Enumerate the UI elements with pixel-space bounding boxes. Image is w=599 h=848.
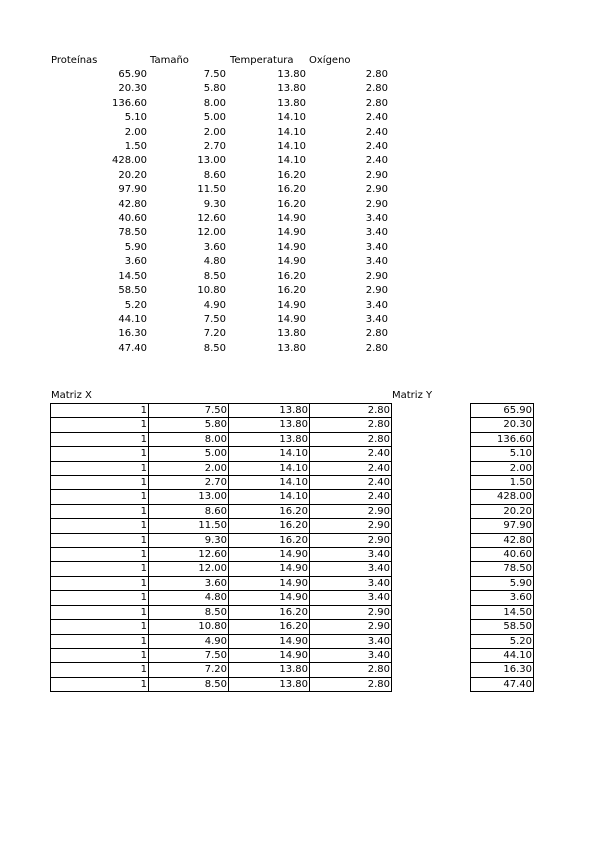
matrix-y-row: [471, 663, 534, 677]
matrix-x-row: [51, 648, 392, 662]
temperatura-cell: 16.20: [229, 605, 310, 619]
tamano-cell: 8.50: [203, 270, 226, 282]
intercept-cell: 1: [51, 562, 149, 576]
temperatura-cell: 14.90: [229, 591, 310, 605]
oxigeno-cell: 2.40: [310, 447, 392, 461]
matrix-x-row: [51, 404, 392, 418]
temperatura-cell: 14.90: [229, 576, 310, 590]
matrix-y-row: [471, 677, 534, 691]
tamano-cell: 8.50: [149, 605, 229, 619]
temperatura-cell: 14.90: [229, 634, 310, 648]
proteinas-cell: 5.10: [124, 112, 147, 124]
oxigeno-cell: 2.40: [365, 126, 388, 138]
tamano-cell: 5.80: [203, 83, 226, 95]
proteinas-cell: 78.50: [118, 227, 147, 239]
tamano-cell: 7.50: [203, 69, 226, 80]
intercept-cell: 1: [51, 591, 149, 605]
table-row: [50, 198, 389, 212]
table-row: [50, 169, 389, 183]
intercept-cell: 1: [51, 504, 149, 518]
header-temperatura: Temperatura: [230, 55, 294, 66]
oxigeno-cell: 2.90: [365, 270, 388, 282]
tamano-cell: 3.60: [149, 576, 229, 590]
temperatura-cell: 13.80: [229, 432, 310, 446]
tamano-cell: 11.50: [197, 184, 226, 196]
tamano-cell: 8.60: [149, 504, 229, 518]
proteinas-cell: 14.50: [118, 270, 147, 282]
oxigeno-cell: 2.80: [310, 404, 392, 418]
oxigeno-cell: 3.40: [310, 548, 392, 562]
table-row: [50, 299, 389, 313]
matrix-x-row: [51, 591, 392, 605]
proteinas-cell: 136.60: [471, 432, 534, 446]
proteinas-cell: 1.50: [124, 141, 147, 153]
tamano-cell: 5.00: [149, 447, 229, 461]
temperatura-cell: 13.80: [229, 404, 310, 418]
tamano-cell: 12.60: [149, 548, 229, 562]
proteinas-cell: 14.50: [471, 605, 534, 619]
tamano-cell: 12.60: [197, 213, 226, 225]
intercept-cell: 1: [51, 576, 149, 590]
temperatura-cell: 14.90: [277, 256, 306, 268]
header-oxigeno: Oxígeno: [309, 55, 351, 66]
intercept-cell: 1: [51, 490, 149, 504]
oxigeno-cell: 2.80: [310, 663, 392, 677]
matrix-y-row: [471, 533, 534, 547]
proteinas-cell: 58.50: [471, 620, 534, 634]
table-row: [50, 126, 389, 140]
temperatura-cell: 16.20: [277, 270, 306, 282]
proteinas-cell: 58.50: [118, 285, 147, 297]
proteinas-cell: 3.60: [124, 256, 147, 268]
temperatura-cell: 14.90: [277, 227, 306, 239]
tamano-cell: 4.80: [149, 591, 229, 605]
header-proteinas: Proteínas: [51, 55, 98, 66]
temperatura-cell: 16.20: [229, 620, 310, 634]
oxigeno-cell: 2.90: [365, 198, 388, 210]
matrix-x-row: [51, 562, 392, 576]
matrix-y-table: [470, 403, 534, 692]
tamano-cell: 2.00: [203, 126, 226, 138]
tamano-cell: 7.50: [149, 648, 229, 662]
temperatura-cell: 13.80: [277, 328, 306, 340]
temperatura-cell: 16.20: [277, 198, 306, 210]
temperatura-cell: 14.90: [229, 648, 310, 662]
matrix-x-row: [51, 432, 392, 446]
intercept-cell: 1: [51, 605, 149, 619]
intercept-cell: 1: [51, 648, 149, 662]
matrix-x-row: [51, 476, 392, 490]
oxigeno-cell: 3.40: [365, 241, 388, 253]
proteinas-cell: 40.60: [471, 548, 534, 562]
tamano-cell: 9.30: [203, 198, 226, 210]
temperatura-cell: 14.90: [277, 241, 306, 253]
oxigeno-cell: 3.40: [310, 576, 392, 590]
proteinas-cell: 5.10: [471, 447, 534, 461]
proteinas-cell: 65.90: [471, 404, 534, 418]
proteinas-cell: 44.10: [118, 313, 147, 325]
oxigeno-cell: 3.40: [365, 299, 388, 311]
matrix-x-row: [51, 447, 392, 461]
matrix-x-row: [51, 490, 392, 504]
matrix-y-label: Matriz Y: [392, 390, 433, 401]
matrix-x-label: Matriz X: [51, 390, 92, 401]
oxigeno-cell: 3.40: [310, 648, 392, 662]
temperatura-cell: 13.80: [229, 663, 310, 677]
temperatura-cell: 14.90: [277, 299, 306, 311]
oxigeno-cell: 3.40: [365, 256, 388, 268]
intercept-cell: 1: [51, 447, 149, 461]
tamano-cell: 8.60: [203, 169, 226, 181]
tamano-cell: 2.70: [149, 476, 229, 490]
tamano-cell: 3.60: [203, 241, 226, 253]
temperatura-cell: 13.80: [229, 677, 310, 691]
intercept-cell: 1: [51, 677, 149, 691]
matrix-y-row: [471, 548, 534, 562]
oxigeno-cell: 2.80: [310, 418, 392, 432]
temperatura-cell: 16.20: [229, 519, 310, 533]
table-row: [50, 82, 389, 96]
temperatura-cell: 14.90: [229, 562, 310, 576]
oxigeno-cell: 2.40: [365, 141, 388, 153]
matrix-y-row: [471, 634, 534, 648]
proteinas-cell: 16.30: [471, 663, 534, 677]
table-row: [50, 313, 389, 327]
proteinas-cell: 47.40: [471, 677, 534, 691]
intercept-cell: 1: [51, 620, 149, 634]
oxigeno-cell: 3.40: [365, 213, 388, 225]
temperatura-cell: 14.90: [277, 313, 306, 325]
oxigeno-cell: 2.80: [365, 69, 388, 80]
matrix-y-row: [471, 605, 534, 619]
tamano-cell: 12.00: [197, 227, 226, 239]
tamano-cell: 2.00: [149, 461, 229, 475]
temperatura-cell: 13.80: [277, 69, 306, 80]
oxigeno-cell: 2.90: [365, 285, 388, 297]
tamano-cell: 7.50: [203, 313, 226, 325]
matrix-x-row: [51, 418, 392, 432]
proteinas-cell: 20.30: [118, 83, 147, 95]
proteinas-cell: 428.00: [112, 155, 147, 167]
oxigeno-cell: 2.90: [365, 184, 388, 196]
proteinas-cell: 78.50: [471, 562, 534, 576]
tamano-cell: 9.30: [149, 533, 229, 547]
temperatura-cell: 13.80: [277, 83, 306, 95]
oxigeno-cell: 2.80: [365, 97, 388, 109]
proteinas-cell: 65.90: [118, 69, 147, 80]
tamano-cell: 7.50: [149, 404, 229, 418]
matrix-x-row: [51, 663, 392, 677]
matrix-y-row: [471, 404, 534, 418]
oxigeno-cell: 3.40: [365, 313, 388, 325]
tamano-cell: 4.80: [203, 256, 226, 268]
matrix-x-row: [51, 504, 392, 518]
intercept-cell: 1: [51, 461, 149, 475]
temperatura-cell: 14.10: [277, 141, 306, 153]
oxigeno-cell: 2.90: [365, 169, 388, 181]
tamano-cell: 8.00: [149, 432, 229, 446]
proteinas-cell: 3.60: [471, 591, 534, 605]
temperatura-cell: 16.20: [277, 285, 306, 297]
table-row: [50, 97, 389, 111]
matrix-x-table: [50, 403, 392, 692]
oxigeno-cell: 2.90: [310, 605, 392, 619]
matrix-y-row: [471, 476, 534, 490]
intercept-cell: 1: [51, 519, 149, 533]
table-row: [50, 284, 389, 298]
matrix-x-row: [51, 605, 392, 619]
matrix-y-row: [471, 591, 534, 605]
matrix-x-row: [51, 620, 392, 634]
temperatura-cell: 13.80: [277, 342, 306, 354]
matrix-y-row: [471, 504, 534, 518]
oxigeno-cell: 3.40: [310, 634, 392, 648]
proteinas-cell: 2.00: [124, 126, 147, 138]
proteinas-cell: 47.40: [118, 342, 147, 354]
oxigeno-cell: 2.80: [310, 432, 392, 446]
proteinas-cell: 5.20: [471, 634, 534, 648]
oxigeno-cell: 3.40: [310, 591, 392, 605]
table-row: [50, 154, 389, 168]
matrix-x-row: [51, 461, 392, 475]
table-row: [50, 241, 389, 255]
oxigeno-cell: 2.80: [365, 328, 388, 340]
proteinas-cell: 42.80: [471, 533, 534, 547]
matrix-y-row: [471, 562, 534, 576]
matrix-y-row: [471, 620, 534, 634]
tamano-cell: 4.90: [149, 634, 229, 648]
proteinas-cell: 20.20: [118, 169, 147, 181]
temperatura-cell: 14.90: [277, 213, 306, 225]
matrix-x-row: [51, 533, 392, 547]
tamano-cell: 12.00: [149, 562, 229, 576]
matrix-y-row: [471, 648, 534, 662]
header-tamano: Tamaño: [150, 55, 189, 66]
matrix-x-row: [51, 548, 392, 562]
oxigeno-cell: 2.80: [310, 677, 392, 691]
matrix-y-row: [471, 519, 534, 533]
temperatura-cell: 14.10: [229, 490, 310, 504]
temperatura-cell: 14.10: [277, 112, 306, 124]
oxigeno-cell: 2.90: [310, 519, 392, 533]
matrix-x-row: [51, 634, 392, 648]
tamano-cell: 7.20: [203, 328, 226, 340]
intercept-cell: 1: [51, 418, 149, 432]
proteinas-cell: 97.90: [471, 519, 534, 533]
oxigeno-cell: 2.90: [310, 533, 392, 547]
intercept-cell: 1: [51, 533, 149, 547]
intercept-cell: 1: [51, 432, 149, 446]
tamano-cell: 8.00: [203, 97, 226, 109]
proteinas-cell: 20.30: [471, 418, 534, 432]
tamano-cell: 8.50: [149, 677, 229, 691]
matrix-y-row: [471, 418, 534, 432]
temperatura-cell: 14.10: [229, 447, 310, 461]
temperatura-cell: 16.20: [229, 533, 310, 547]
table-row: [50, 68, 389, 82]
data-table: [50, 68, 389, 356]
oxigeno-cell: 2.40: [310, 490, 392, 504]
matrix-y-row: [471, 576, 534, 590]
temperatura-cell: 14.10: [229, 461, 310, 475]
proteinas-cell: 40.60: [118, 213, 147, 225]
temperatura-cell: 13.80: [277, 97, 306, 109]
temperatura-cell: 14.10: [277, 126, 306, 138]
tamano-cell: 2.70: [203, 141, 226, 153]
intercept-cell: 1: [51, 404, 149, 418]
temperatura-cell: 16.20: [277, 184, 306, 196]
proteinas-cell: 1.50: [471, 476, 534, 490]
proteinas-cell: 42.80: [118, 198, 147, 210]
matrix-y-row: [471, 461, 534, 475]
proteinas-cell: 20.20: [471, 504, 534, 518]
temperatura-cell: 16.20: [277, 169, 306, 181]
table-row: [50, 111, 389, 125]
table-row: [50, 183, 389, 197]
tamano-cell: 11.50: [149, 519, 229, 533]
tamano-cell: 10.80: [149, 620, 229, 634]
tamano-cell: 7.20: [149, 663, 229, 677]
proteinas-cell: 44.10: [471, 648, 534, 662]
table-row: [50, 270, 389, 284]
oxigeno-cell: 3.40: [365, 227, 388, 239]
table-row: [50, 255, 389, 269]
table-row: [50, 342, 389, 356]
intercept-cell: 1: [51, 476, 149, 490]
tamano-cell: 5.00: [203, 112, 226, 124]
proteinas-cell: 16.30: [118, 328, 147, 340]
oxigeno-cell: 2.40: [365, 112, 388, 124]
temperatura-cell: 14.90: [229, 548, 310, 562]
matrix-y-row: [471, 490, 534, 504]
oxigeno-cell: 2.90: [310, 504, 392, 518]
oxigeno-cell: 2.40: [365, 155, 388, 167]
tamano-cell: 13.00: [197, 155, 226, 167]
temperatura-cell: 14.10: [277, 155, 306, 167]
table-row: [50, 140, 389, 154]
tamano-cell: 10.80: [197, 285, 226, 297]
matrix-y-row: [471, 432, 534, 446]
oxigeno-cell: 2.40: [310, 461, 392, 475]
intercept-cell: 1: [51, 663, 149, 677]
proteinas-cell: 428.00: [471, 490, 534, 504]
tamano-cell: 4.90: [203, 299, 226, 311]
proteinas-cell: 5.20: [124, 299, 147, 311]
tamano-cell: 5.80: [149, 418, 229, 432]
matrix-x-row: [51, 519, 392, 533]
table-row: [50, 226, 389, 240]
temperatura-cell: 14.10: [229, 476, 310, 490]
table-row: [50, 212, 389, 226]
tamano-cell: 8.50: [203, 342, 226, 354]
table-row: [50, 327, 389, 341]
oxigeno-cell: 3.40: [310, 562, 392, 576]
proteinas-cell: 97.90: [118, 184, 147, 196]
temperatura-cell: 16.20: [229, 504, 310, 518]
intercept-cell: 1: [51, 548, 149, 562]
proteinas-cell: 5.90: [124, 241, 147, 253]
tamano-cell: 13.00: [149, 490, 229, 504]
oxigeno-cell: 2.40: [310, 476, 392, 490]
proteinas-cell: 5.90: [471, 576, 534, 590]
proteinas-cell: 136.60: [112, 97, 147, 109]
intercept-cell: 1: [51, 634, 149, 648]
oxigeno-cell: 2.80: [365, 342, 388, 354]
oxigeno-cell: 2.90: [310, 620, 392, 634]
matrix-x-row: [51, 576, 392, 590]
matrix-x-row: [51, 677, 392, 691]
temperatura-cell: 13.80: [229, 418, 310, 432]
oxigeno-cell: 2.80: [365, 83, 388, 95]
matrix-y-row: [471, 447, 534, 461]
proteinas-cell: 2.00: [471, 461, 534, 475]
